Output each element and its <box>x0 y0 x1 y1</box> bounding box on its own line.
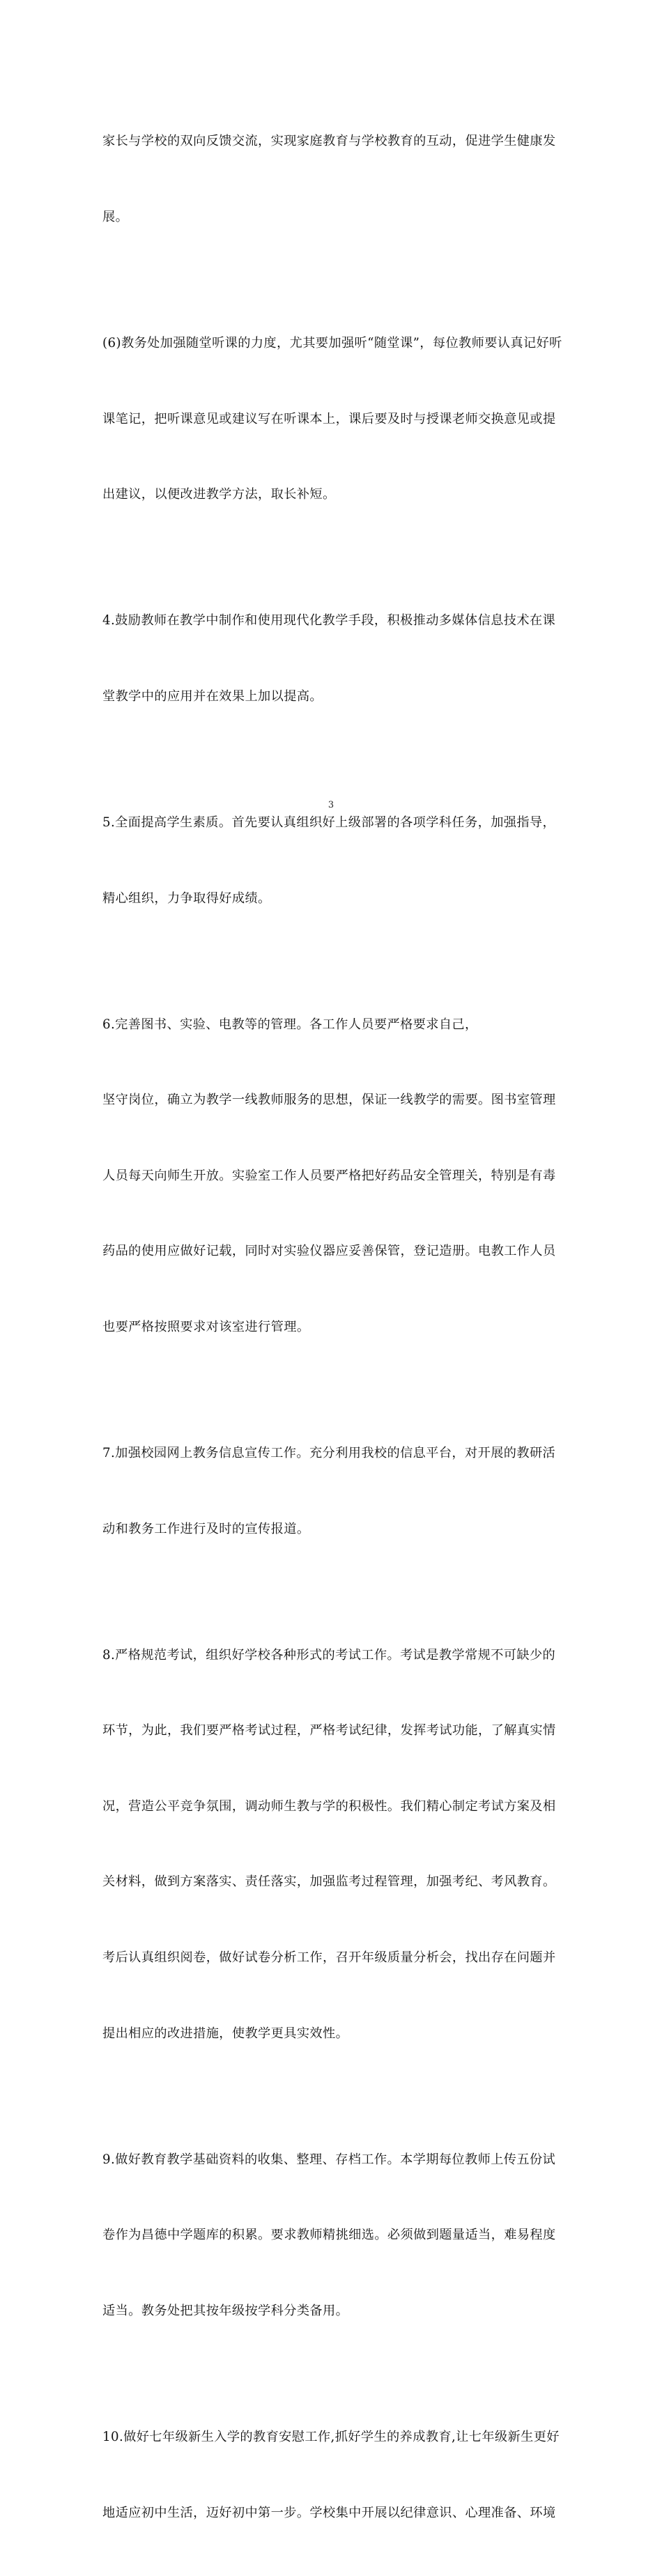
paragraph-item-6-management <box>102 962 566 1390</box>
text-line: 适当。教务处把其按年级按学科分类备用。 <box>102 2303 349 2318</box>
text-line: 关材料，做到方案落实、责任落实，加强监考过程管理，加强考纪、考风教育。 <box>102 1874 556 1890</box>
text-line: 9.做好教育教学基础资料的收集、整理、存档工作。本学期每位教师上传五份试 <box>102 2152 556 2167</box>
text-line: 4.鼓励教师在教学中制作和使用现代化教学手段，积极推动多媒体信息技术在课 <box>102 613 556 628</box>
text-line: 7.加强校园网上教务信息宣传工作。充分利用我校的信息平台，对开展的教研活 <box>102 1445 556 1460</box>
text-line: 展。 <box>102 210 129 225</box>
text-line: 人员每天向师生开放。实验室工作人员要严格把好药品安全管理关，特别是有毒 <box>102 1168 556 1183</box>
text-line: 药品的使用应做好记载，同时对实验仪器应妥善保管，登记造册。电教工作人员 <box>102 1244 556 1259</box>
paragraph-item-7 <box>102 1391 566 1593</box>
text-line: 5.全面提高学生素质。首先要认真组织好上级部署的各项学科任务，加强指导， <box>102 815 556 830</box>
text-line: 环节，为此，我们要严格考试过程，严格考试纪律，发挥考试功能，了解真实情 <box>102 1723 556 1738</box>
paragraph-item-4 <box>102 558 566 760</box>
paragraph-item-8 <box>102 1592 566 2097</box>
text-line: 坚守岗位，确立为教学一线教师服务的思想，保证一线教学的需要。图书室管理 <box>102 1093 556 1108</box>
text-line: 6.完善图书、实验、电教等的管理。各工作人员要严格要求自己， <box>102 1017 478 1032</box>
text-line: 卷作为昌德中学题库的积累。要求教师精挑细选。必须做到题量适当，难易程度 <box>102 2228 556 2243</box>
paragraph-item-5 <box>102 759 566 962</box>
text-line: 课笔记，把听课意见或建议写在听课本上，课后要及时与授课老师交换意见或提 <box>102 411 556 426</box>
page-number: 3 <box>328 800 334 810</box>
text-line: 10.做好七年级新生入学的教育安慰工作,抓好学生的养成教育,让七年级新生更好 <box>102 2429 560 2444</box>
text-line: 也要严格按照要求对该室进行管理。 <box>102 1319 310 1334</box>
text-line: 堂教学中的应用并在效果上加以提高。 <box>102 688 323 704</box>
text-line: 出建议，以便改进教学方法，取长补短。 <box>102 487 336 502</box>
paragraph-continuation <box>102 79 566 281</box>
text-line: 精心组织，力争取得好成绩。 <box>102 890 271 906</box>
text-line: 提出相应的改进措施，使教学更具实效性。 <box>102 2026 349 2041</box>
text-line: 考后认真组织阅卷，做好试卷分析工作，召开年级质量分析会，找出存在问题并 <box>102 1950 556 1966</box>
text-line: 8.严格规范考试，组织好学校各种形式的考试工作。考试是教学常规不可缺少的 <box>102 1647 556 1663</box>
paragraph-item-9 <box>102 2097 566 2374</box>
document-body <box>102 79 566 2576</box>
paragraph-item-6 <box>102 281 566 558</box>
paragraph-item-10 <box>102 2374 566 2576</box>
text-line: 动和教务工作进行及时的宣传报道。 <box>102 1521 310 1536</box>
text-line: 家长与学校的双向反馈交流，实现家庭教育与学校教育的互动，促进学生健康发 <box>102 134 556 149</box>
text-line: (6)教务处加强随堂听课的力度，尤其要加强听“随堂课”，每位教师要认真记好听 <box>102 336 562 351</box>
text-line: 地适应初中生活，迈好初中第一步。学校集中开展以纪律意识、心理准备、环境 <box>102 2505 556 2520</box>
text-line: 况，营造公平竞争氛围，调动师生教与学的积极性。我们精心制定考试方案及相 <box>102 1798 556 1814</box>
